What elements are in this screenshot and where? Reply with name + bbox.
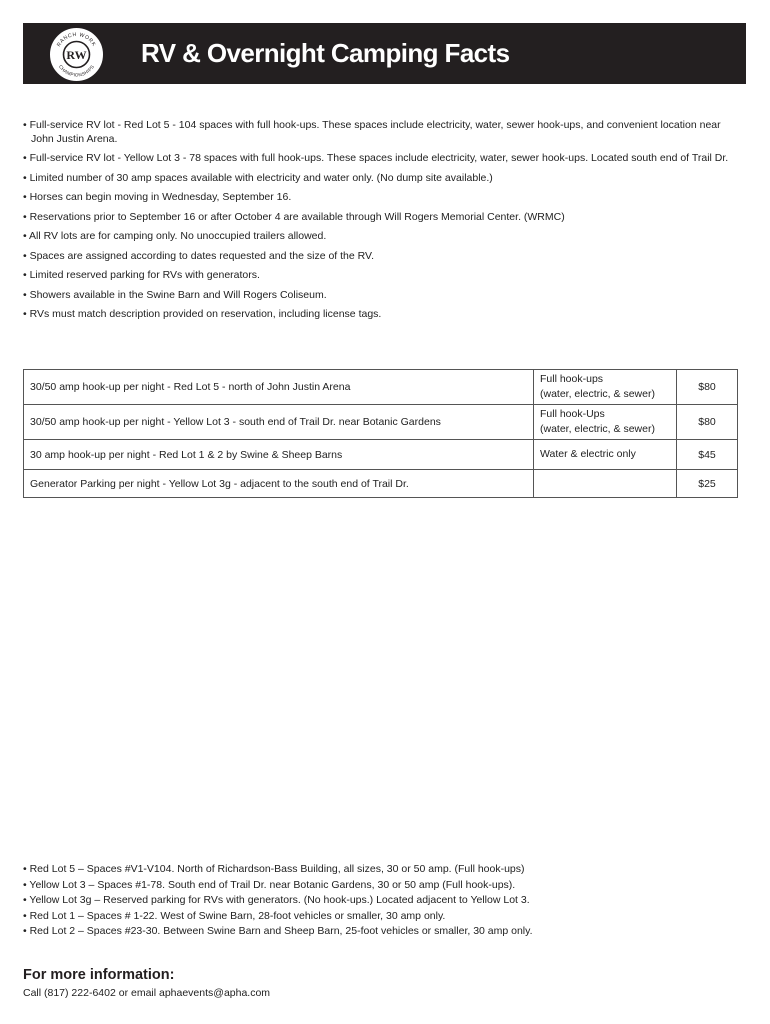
rate-price: $80: [677, 370, 738, 405]
lot-item: • Yellow Lot 3g – Reserved parking for RVs with generators. (No hook-ups.) Located adjacent to Yellow Lot 3.: [23, 894, 530, 906]
rate-price: $80: [677, 405, 738, 440]
fact-item: • All RV lots are for camping only. No unoccupied trailers allowed.: [23, 230, 327, 242]
lot-item: • Yellow Lot 3 – Spaces #1-78. South end of Trail Dr. near Botanic Gardens, 30 or 50 amp (Full hook-ups).: [23, 878, 516, 891]
fact-item: • Spaces are assigned according to dates requested and the size of the RV.: [23, 249, 374, 262]
fact-item: • Reservations prior to September 16 or after October 4 are available through Will Rogers Memorial Center. (WRMC): [23, 210, 565, 223]
rate-service: [534, 405, 677, 440]
svg-text:RANCH WORK: [56, 32, 97, 48]
info-heading: For more information:: [23, 967, 175, 983]
camping-facts-list: [23, 119, 738, 328]
fact-item: • Full-service RV lot - Red Lot 5 - 104 spaces with full hook-ups. These spaces include electricity, water, sewer hook-ups, and convenient location near John Justin Arena.: [23, 119, 721, 145]
ranch-work-championships-logo-icon: [48, 26, 105, 83]
logo-ring-text-bottom: CHAMPIONSHIPS: [57, 64, 96, 78]
rate-service: [534, 370, 677, 405]
rate-service-line2: (water, electric, & sewer): [540, 388, 655, 400]
logo-ring-text-top: RANCH WORK: [56, 31, 97, 48]
fact-item: • RVs must match description provided on reservation, including license tags.: [23, 308, 382, 320]
rates-table: [23, 369, 738, 498]
rate-service-line2: (water, electric, & sewer): [540, 423, 655, 435]
rate-price: $25: [677, 470, 738, 498]
rate-description: 30 amp hook-up per night - Red Lot 1 & 2 by Swine & Sheep Barns: [24, 440, 534, 470]
logo-monogram: RW: [66, 48, 87, 62]
lot-details-list: [23, 862, 738, 940]
rate-description: 30/50 amp hook-up per night - Yellow Lot 3 - south end of Trail Dr. near Botanic Gardens: [24, 405, 534, 440]
logo-graphic: [50, 28, 103, 81]
rate-description: 30/50 amp hook-up per night - Red Lot 5 - north of John Justin Arena: [24, 370, 534, 405]
fact-item: • Limited reserved parking for RVs with generators.: [23, 269, 260, 281]
table-row: [24, 470, 738, 498]
rate-service-line1: Full hook-Ups: [540, 408, 605, 420]
rate-service: [534, 470, 677, 498]
lot-item: • Red Lot 2 – Spaces #23-30. Between Swine Barn and Sheep Barn, 25-foot vehicles or smaller, 30 amp only.: [23, 925, 533, 937]
fact-item: • Horses can begin moving in Wednesday, September 16.: [23, 191, 292, 203]
rate-service: [534, 440, 677, 470]
rate-service-line1: Full hook-ups: [540, 373, 604, 385]
rate-service-line1: Water & electric only: [540, 448, 636, 460]
table-row: [24, 440, 738, 470]
fact-item: • Full-service RV lot - Yellow Lot 3 - 78 spaces with full hook-ups. These spaces include electricity, water, sewer hook-ups. Located south end of Trail Dr.: [23, 152, 729, 164]
lot-item: • Red Lot 5 – Spaces #V1-V104. North of Richardson-Bass Building, all sizes, 30 or 50 amp. (Full hook-ups): [23, 863, 525, 875]
table-row: [24, 405, 738, 440]
page-header: [23, 23, 746, 84]
rate-description: Generator Parking per night - Yellow Lot 3g - adjacent to the south end of Trail Dr.: [24, 470, 534, 498]
table-row: [24, 370, 738, 405]
fact-item: • Showers available in the Swine Barn and Will Rogers Coliseum.: [23, 288, 327, 301]
page-title: RV & Overnight Camping Facts: [141, 38, 510, 68]
rate-price: $45: [677, 440, 738, 470]
svg-text:CHAMPIONSHIPS: [58, 64, 95, 78]
info-contact: Call (817) 222-6402 or email aphaevents@apha.com: [23, 987, 271, 999]
fact-item: • Limited number of 30 amp spaces available with electricity and water only. (No dump site available.): [23, 171, 493, 184]
lot-item: • Red Lot 1 – Spaces # 1-22. West of Swine Barn, 28-foot vehicles or smaller, 30 amp only.: [23, 909, 446, 922]
